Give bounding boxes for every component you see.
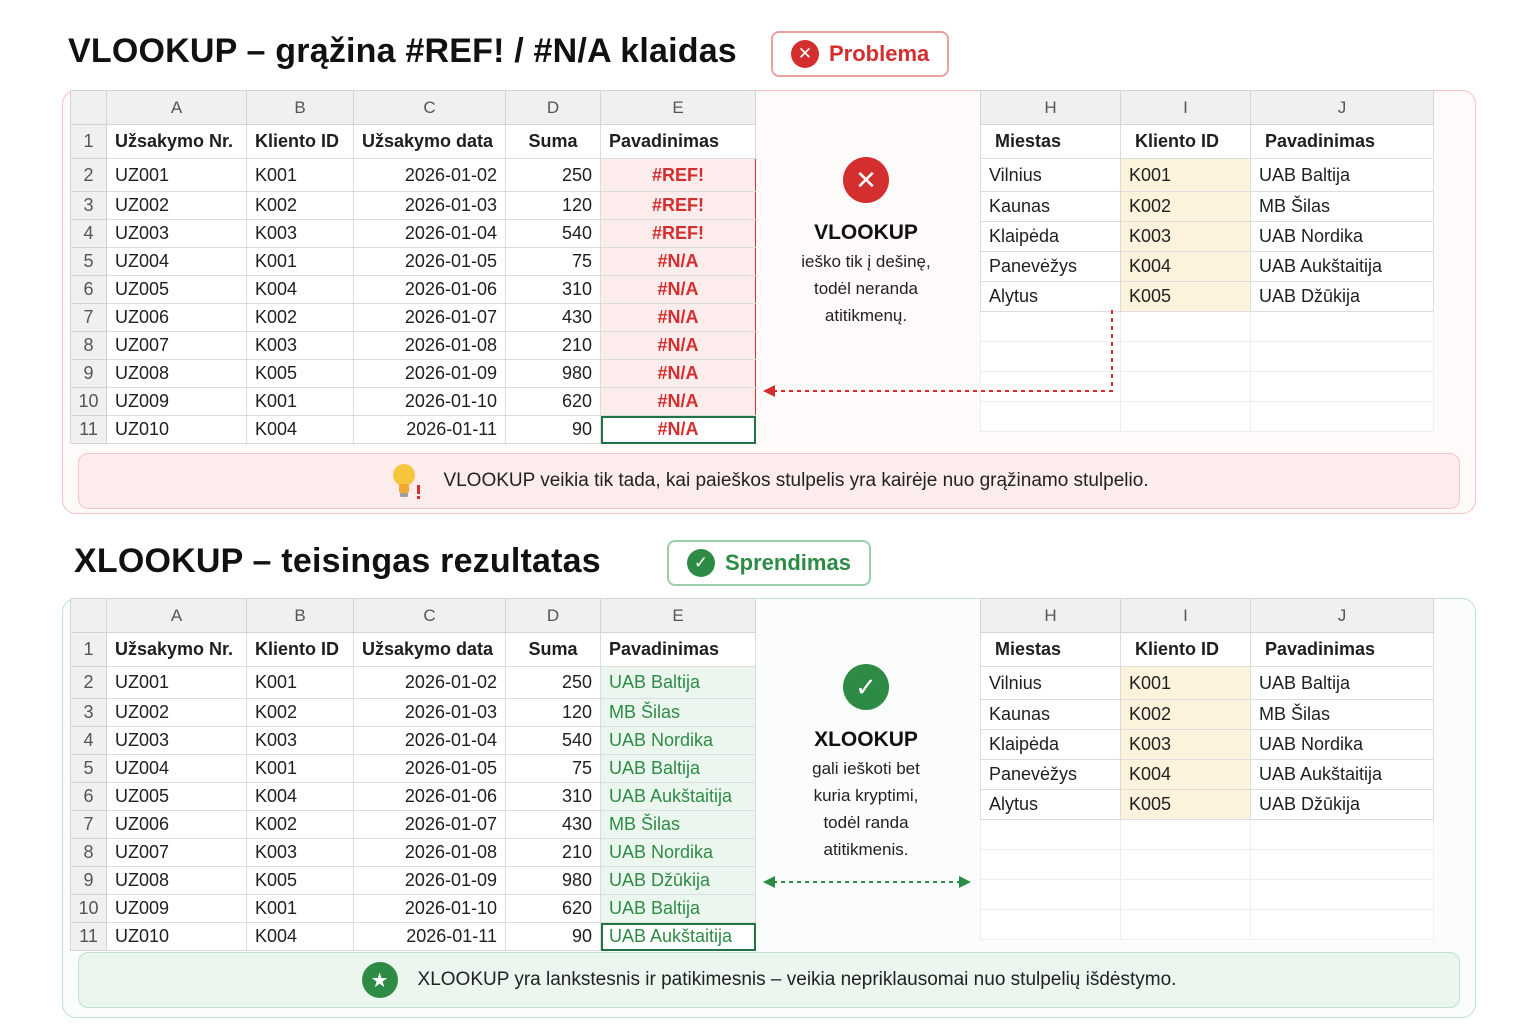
column-letter-row [71,599,756,633]
order-date-cell[interactable]: 2026-01-03 [354,192,506,220]
client-id-cell[interactable]: K001 [247,895,354,923]
client-name-cell[interactable]: UAB Aukštaitija [1251,252,1434,282]
xlookup-arrow [755,870,980,894]
row-number[interactable]: 1 [71,125,107,159]
order-number-cell[interactable]: UZ010 [107,416,247,444]
empty-cell[interactable] [1251,342,1434,372]
lookup-client-id-cell[interactable]: K004 [1121,760,1251,790]
sum-cell[interactable]: 75 [506,248,601,276]
client-id-cell[interactable]: K002 [247,304,354,332]
header-cell[interactable]: Pavadinimas [601,633,756,667]
order-date-cell[interactable]: 2026-01-09 [354,360,506,388]
table-row [981,222,1434,252]
order-number-cell[interactable]: UZ002 [107,699,247,727]
table-row [71,923,756,951]
empty-cell[interactable] [1251,910,1434,940]
header-row [981,125,1434,159]
sum-cell[interactable]: 620 [506,388,601,416]
client-id-cell[interactable]: K001 [247,388,354,416]
header-cell[interactable]: Užsakymo data [354,633,506,667]
column-header[interactable]: H [981,599,1121,633]
empty-cell[interactable] [1251,402,1434,432]
sum-cell[interactable]: 210 [506,839,601,867]
order-date-cell[interactable]: 2026-01-08 [354,839,506,867]
order-number-cell[interactable]: UZ010 [107,923,247,951]
row-number[interactable]: 4 [71,727,107,755]
success-circle-icon: ✓ [843,664,889,710]
error-result-cell[interactable]: #N/A [601,248,756,276]
row-number[interactable]: 9 [71,360,107,388]
table-row [71,416,756,444]
row-number[interactable]: 8 [71,332,107,360]
empty-cell[interactable] [1121,880,1251,910]
result-cell[interactable]: UAB Nordika [601,727,756,755]
empty-cell[interactable] [1121,910,1251,940]
row-number[interactable]: 6 [71,276,107,304]
column-letter-row [981,91,1434,125]
client-name-cell[interactable]: UAB Džūkija [1251,282,1434,312]
row-number[interactable]: 5 [71,248,107,276]
empty-cell[interactable] [1121,850,1251,880]
lookup-client-id-cell[interactable]: K001 [1121,667,1251,700]
error-icon: ✕ [791,40,819,68]
order-date-cell[interactable]: 2026-01-07 [354,811,506,839]
row-number[interactable]: 4 [71,220,107,248]
table-row [71,667,756,699]
client-name-cell[interactable]: UAB Nordika [1251,222,1434,252]
order-date-cell[interactable]: 2026-01-10 [354,388,506,416]
order-date-cell[interactable]: 2026-01-06 [354,276,506,304]
header-cell[interactable]: Užsakymo data [354,125,506,159]
header-cell[interactable]: Kliento ID [247,633,354,667]
sum-cell[interactable]: 310 [506,783,601,811]
lookup-client-id-cell[interactable]: K001 [1121,159,1251,192]
table-row [71,304,756,332]
header-cell[interactable]: Miestas [981,633,1121,667]
xlookup-orders-table [70,598,756,951]
header-cell[interactable]: Suma [506,633,601,667]
client-id-cell[interactable]: K001 [247,755,354,783]
order-date-cell[interactable]: 2026-01-05 [354,755,506,783]
empty-cell[interactable] [1251,372,1434,402]
table-row [71,867,756,895]
client-id-cell[interactable]: K003 [247,839,354,867]
table-row [71,755,756,783]
row-number[interactable]: 8 [71,839,107,867]
client-name-cell[interactable]: MB Šilas [1251,192,1434,222]
client-id-cell[interactable]: K001 [247,248,354,276]
table-row [981,402,1434,432]
order-number-cell[interactable]: UZ001 [107,159,247,192]
header-cell[interactable]: Pavadinimas [601,125,756,159]
city-cell[interactable]: Alytus [981,790,1121,820]
order-date-cell[interactable]: 2026-01-06 [354,783,506,811]
sum-cell[interactable]: 75 [506,755,601,783]
order-number-cell[interactable]: UZ007 [107,839,247,867]
column-header[interactable]: C [354,91,506,125]
row-number[interactable]: 9 [71,867,107,895]
column-header[interactable]: D [506,91,601,125]
vlookup-arrow [755,300,1125,400]
result-cell[interactable]: UAB Nordika [601,839,756,867]
client-name-cell[interactable]: UAB Džūkija [1251,790,1434,820]
column-header[interactable]: H [981,91,1121,125]
client-name-cell[interactable]: UAB Baltija [1251,159,1434,192]
row-number[interactable]: 11 [71,416,107,444]
column-header[interactable]: C [354,599,506,633]
vlookup-explain-line: ieško tik į dešinę, [801,252,931,271]
table-row [981,159,1434,192]
error-result-cell[interactable]: #REF! [601,192,756,220]
table-row [981,700,1434,730]
xlookup-explain-line: kuria kryptimi, [813,786,919,805]
table-row [71,699,756,727]
column-header[interactable]: E [601,91,756,125]
order-number-cell[interactable]: UZ005 [107,276,247,304]
city-cell[interactable]: Panevėžys [981,760,1121,790]
header-cell[interactable]: Pavadinimas [1251,125,1434,159]
order-number-cell[interactable]: UZ005 [107,783,247,811]
xlookup-explain-line: todėl randa [823,813,909,832]
vlookup-explain-line: todėl neranda [814,279,918,298]
lightbulb-icon [389,461,423,501]
order-number-cell[interactable]: UZ003 [107,220,247,248]
sum-cell[interactable]: 980 [506,867,601,895]
table-row [981,730,1434,760]
lookup-client-id-cell[interactable]: K004 [1121,252,1251,282]
select-all-corner[interactable] [71,91,107,125]
order-date-cell[interactable]: 2026-01-02 [354,159,506,192]
error-result-cell[interactable]: #N/A [601,332,756,360]
problem-badge [771,31,949,77]
table-row [71,839,756,867]
column-header[interactable]: D [506,599,601,633]
client-id-cell[interactable]: K003 [247,727,354,755]
header-cell[interactable]: Kliento ID [247,125,354,159]
order-date-cell[interactable]: 2026-01-11 [354,416,506,444]
vlookup-explain-line: atitikmenų. [824,306,908,325]
order-date-cell[interactable]: 2026-01-04 [354,220,506,248]
vlookup-orders-table [70,90,756,444]
client-id-cell[interactable]: K003 [247,332,354,360]
result-cell[interactable]: UAB Baltija [601,667,756,699]
table-row [981,820,1434,850]
order-number-cell[interactable]: UZ006 [107,811,247,839]
client-name-cell[interactable]: UAB Nordika [1251,730,1434,760]
sum-cell[interactable]: 430 [506,304,601,332]
order-number-cell[interactable]: UZ009 [107,895,247,923]
row-number[interactable]: 10 [71,388,107,416]
order-number-cell[interactable]: UZ009 [107,388,247,416]
column-letter-row [71,91,756,125]
client-id-cell[interactable]: K002 [247,811,354,839]
row-number[interactable]: 3 [71,699,107,727]
table-row [71,276,756,304]
empty-cell[interactable] [1121,372,1251,402]
sum-cell[interactable]: 540 [506,220,601,248]
header-cell[interactable]: Užsakymo Nr. [107,125,247,159]
lookup-client-id-cell[interactable]: K005 [1121,790,1251,820]
sum-cell[interactable]: 430 [506,811,601,839]
lookup-client-id-cell[interactable]: K003 [1121,730,1251,760]
client-id-cell[interactable]: K005 [247,360,354,388]
client-id-cell[interactable]: K002 [247,699,354,727]
header-cell[interactable]: Suma [506,125,601,159]
city-cell[interactable]: Kaunas [981,192,1121,222]
column-header[interactable]: E [601,599,756,633]
error-result-cell[interactable]: #N/A [601,388,756,416]
table-row [71,811,756,839]
xlookup-explain-title: XLOOKUP [814,728,918,751]
order-date-cell[interactable]: 2026-01-08 [354,332,506,360]
row-number[interactable]: 7 [71,304,107,332]
order-date-cell[interactable]: 2026-01-09 [354,867,506,895]
error-result-cell[interactable]: #REF! [601,159,756,192]
xlookup-title: XLOOKUP – teisingas rezultatas [74,542,601,580]
column-header[interactable]: A [107,91,247,125]
lookup-client-id-cell[interactable]: K002 [1121,192,1251,222]
empty-cell[interactable] [981,850,1121,880]
empty-cell[interactable] [1251,820,1434,850]
table-row [981,760,1434,790]
error-circle-icon: ✕ [843,157,889,203]
table-row [981,192,1434,222]
table-row [71,360,756,388]
error-result-cell[interactable]: #REF! [601,220,756,248]
row-number[interactable]: 2 [71,159,107,192]
empty-cell[interactable] [1121,820,1251,850]
xlookup-note [78,952,1460,1008]
table-row [981,667,1434,700]
column-header[interactable]: I [1121,599,1251,633]
client-id-cell[interactable]: K004 [247,923,354,951]
table-row [71,248,756,276]
sum-cell[interactable]: 250 [506,159,601,192]
header-cell[interactable]: Užsakymo Nr. [107,633,247,667]
error-result-cell[interactable]: #N/A [601,360,756,388]
empty-cell[interactable] [1121,312,1251,342]
vlookup-title: VLOOKUP – grąžina #REF! / #N/A klaidas [68,32,737,70]
result-cell[interactable]: UAB Aukštaitija [601,923,756,951]
city-cell[interactable]: Klaipėda [981,730,1121,760]
empty-cell[interactable] [981,880,1121,910]
column-header[interactable]: B [247,599,354,633]
client-name-cell[interactable]: MB Šilas [1251,700,1434,730]
column-header[interactable]: I [1121,91,1251,125]
header-row [71,633,756,667]
city-cell[interactable]: Panevėžys [981,252,1121,282]
empty-cell[interactable] [1121,402,1251,432]
order-date-cell[interactable]: 2026-01-10 [354,895,506,923]
empty-cell[interactable] [981,402,1121,432]
sum-cell[interactable]: 980 [506,360,601,388]
result-cell[interactable]: UAB Aukštaitija [601,783,756,811]
select-all-corner[interactable] [71,599,107,633]
order-date-cell[interactable]: 2026-01-11 [354,923,506,951]
order-number-cell[interactable]: UZ004 [107,248,247,276]
table-row [71,159,756,192]
problem-badge-label: Problema [829,41,930,66]
order-date-cell[interactable]: 2026-01-05 [354,248,506,276]
order-date-cell[interactable]: 2026-01-02 [354,667,506,699]
solution-badge-label: Sprendimas [725,550,851,575]
table-row [981,252,1434,282]
table-row [981,850,1434,880]
table-row [71,220,756,248]
table-row [71,192,756,220]
empty-cell[interactable] [1121,342,1251,372]
client-id-cell[interactable]: K001 [247,159,354,192]
sum-cell[interactable]: 310 [506,276,601,304]
sum-cell[interactable]: 250 [506,667,601,699]
table-row [981,910,1434,940]
table-row [981,790,1434,820]
empty-cell[interactable] [1251,850,1434,880]
sum-cell[interactable]: 120 [506,192,601,220]
order-number-cell[interactable]: UZ008 [107,867,247,895]
row-number[interactable]: 11 [71,923,107,951]
order-date-cell[interactable]: 2026-01-04 [354,727,506,755]
result-cell[interactable]: MB Šilas [601,699,756,727]
table-row [71,895,756,923]
error-result-cell[interactable]: #N/A [601,276,756,304]
city-cell[interactable]: Alytus [981,282,1121,312]
order-number-cell[interactable]: UZ002 [107,192,247,220]
solution-badge [667,540,871,586]
column-header[interactable]: J [1251,91,1434,125]
star-icon: ★ [362,962,398,998]
client-name-cell[interactable]: UAB Aukštaitija [1251,760,1434,790]
order-number-cell[interactable]: UZ004 [107,755,247,783]
table-row [981,880,1434,910]
client-id-cell[interactable]: K004 [247,276,354,304]
sum-cell[interactable]: 620 [506,895,601,923]
order-number-cell[interactable]: UZ007 [107,332,247,360]
column-header[interactable]: A [107,599,247,633]
client-id-cell[interactable]: K004 [247,416,354,444]
sum-cell[interactable]: 120 [506,699,601,727]
empty-cell[interactable] [981,910,1121,940]
city-cell[interactable]: Kaunas [981,700,1121,730]
order-number-cell[interactable]: UZ001 [107,667,247,699]
client-id-cell[interactable]: K002 [247,192,354,220]
error-result-cell[interactable]: #N/A [601,304,756,332]
sum-cell[interactable]: 90 [506,416,601,444]
city-cell[interactable]: Klaipėda [981,222,1121,252]
vlookup-note [78,453,1460,509]
order-number-cell[interactable]: UZ003 [107,727,247,755]
table-row [71,388,756,416]
sum-cell[interactable]: 540 [506,727,601,755]
column-letter-row [981,599,1434,633]
header-cell[interactable]: Kliento ID [1121,125,1251,159]
result-cell[interactable]: UAB Džūkija [601,867,756,895]
order-number-cell[interactable]: UZ006 [107,304,247,332]
vlookup-note-text: VLOOKUP veikia tik tada, kai paieškos stulpelis yra kairėje nuo grąžinamo stulpelio. [443,470,1149,491]
xlookup-explain-line: gali ieškoti bet [812,759,920,778]
result-cell[interactable]: MB Šilas [601,811,756,839]
header-row [71,125,756,159]
client-id-cell[interactable]: K001 [247,667,354,699]
sum-cell[interactable]: 90 [506,923,601,951]
row-number[interactable]: 2 [71,667,107,699]
table-row [71,727,756,755]
check-icon: ✓ [687,549,715,577]
header-cell[interactable]: Pavadinimas [1251,633,1434,667]
empty-cell[interactable] [1251,312,1434,342]
lookup-client-id-cell[interactable]: K005 [1121,282,1251,312]
vlookup-explain-title: VLOOKUP [814,221,918,244]
table-row [71,783,756,811]
lookup-client-id-cell[interactable]: K002 [1121,700,1251,730]
order-date-cell[interactable]: 2026-01-07 [354,304,506,332]
row-number[interactable]: 5 [71,755,107,783]
column-header[interactable]: J [1251,599,1434,633]
order-date-cell[interactable]: 2026-01-03 [354,699,506,727]
row-number[interactable]: 6 [71,783,107,811]
empty-cell[interactable] [1251,880,1434,910]
row-number[interactable]: 7 [71,811,107,839]
empty-cell[interactable] [981,820,1121,850]
city-cell[interactable]: Vilnius [981,667,1121,700]
column-header[interactable]: B [247,91,354,125]
row-number[interactable]: 1 [71,633,107,667]
error-result-cell[interactable]: #N/A [601,416,756,444]
header-cell[interactable]: Miestas [981,125,1121,159]
header-cell[interactable]: Kliento ID [1121,633,1251,667]
xlookup-note-text: XLOOKUP yra lankstesnis ir patikimesnis – veikia nepriklausomai nuo stulpelių išdėstymo. [417,969,1177,990]
xlookup-clients-table [980,598,1434,940]
result-cell[interactable]: UAB Baltija [601,895,756,923]
row-number[interactable]: 10 [71,895,107,923]
lookup-client-id-cell[interactable]: K003 [1121,222,1251,252]
client-id-cell[interactable]: K005 [247,867,354,895]
client-name-cell[interactable]: UAB Baltija [1251,667,1434,700]
order-number-cell[interactable]: UZ008 [107,360,247,388]
client-id-cell[interactable]: K003 [247,220,354,248]
xlookup-explanation [776,664,956,863]
row-number[interactable]: 3 [71,192,107,220]
table-row [71,332,756,360]
client-id-cell[interactable]: K004 [247,783,354,811]
city-cell[interactable]: Vilnius [981,159,1121,192]
header-row [981,633,1434,667]
sum-cell[interactable]: 210 [506,332,601,360]
xlookup-explain-line: atitikmenis. [823,840,909,859]
result-cell[interactable]: UAB Baltija [601,755,756,783]
